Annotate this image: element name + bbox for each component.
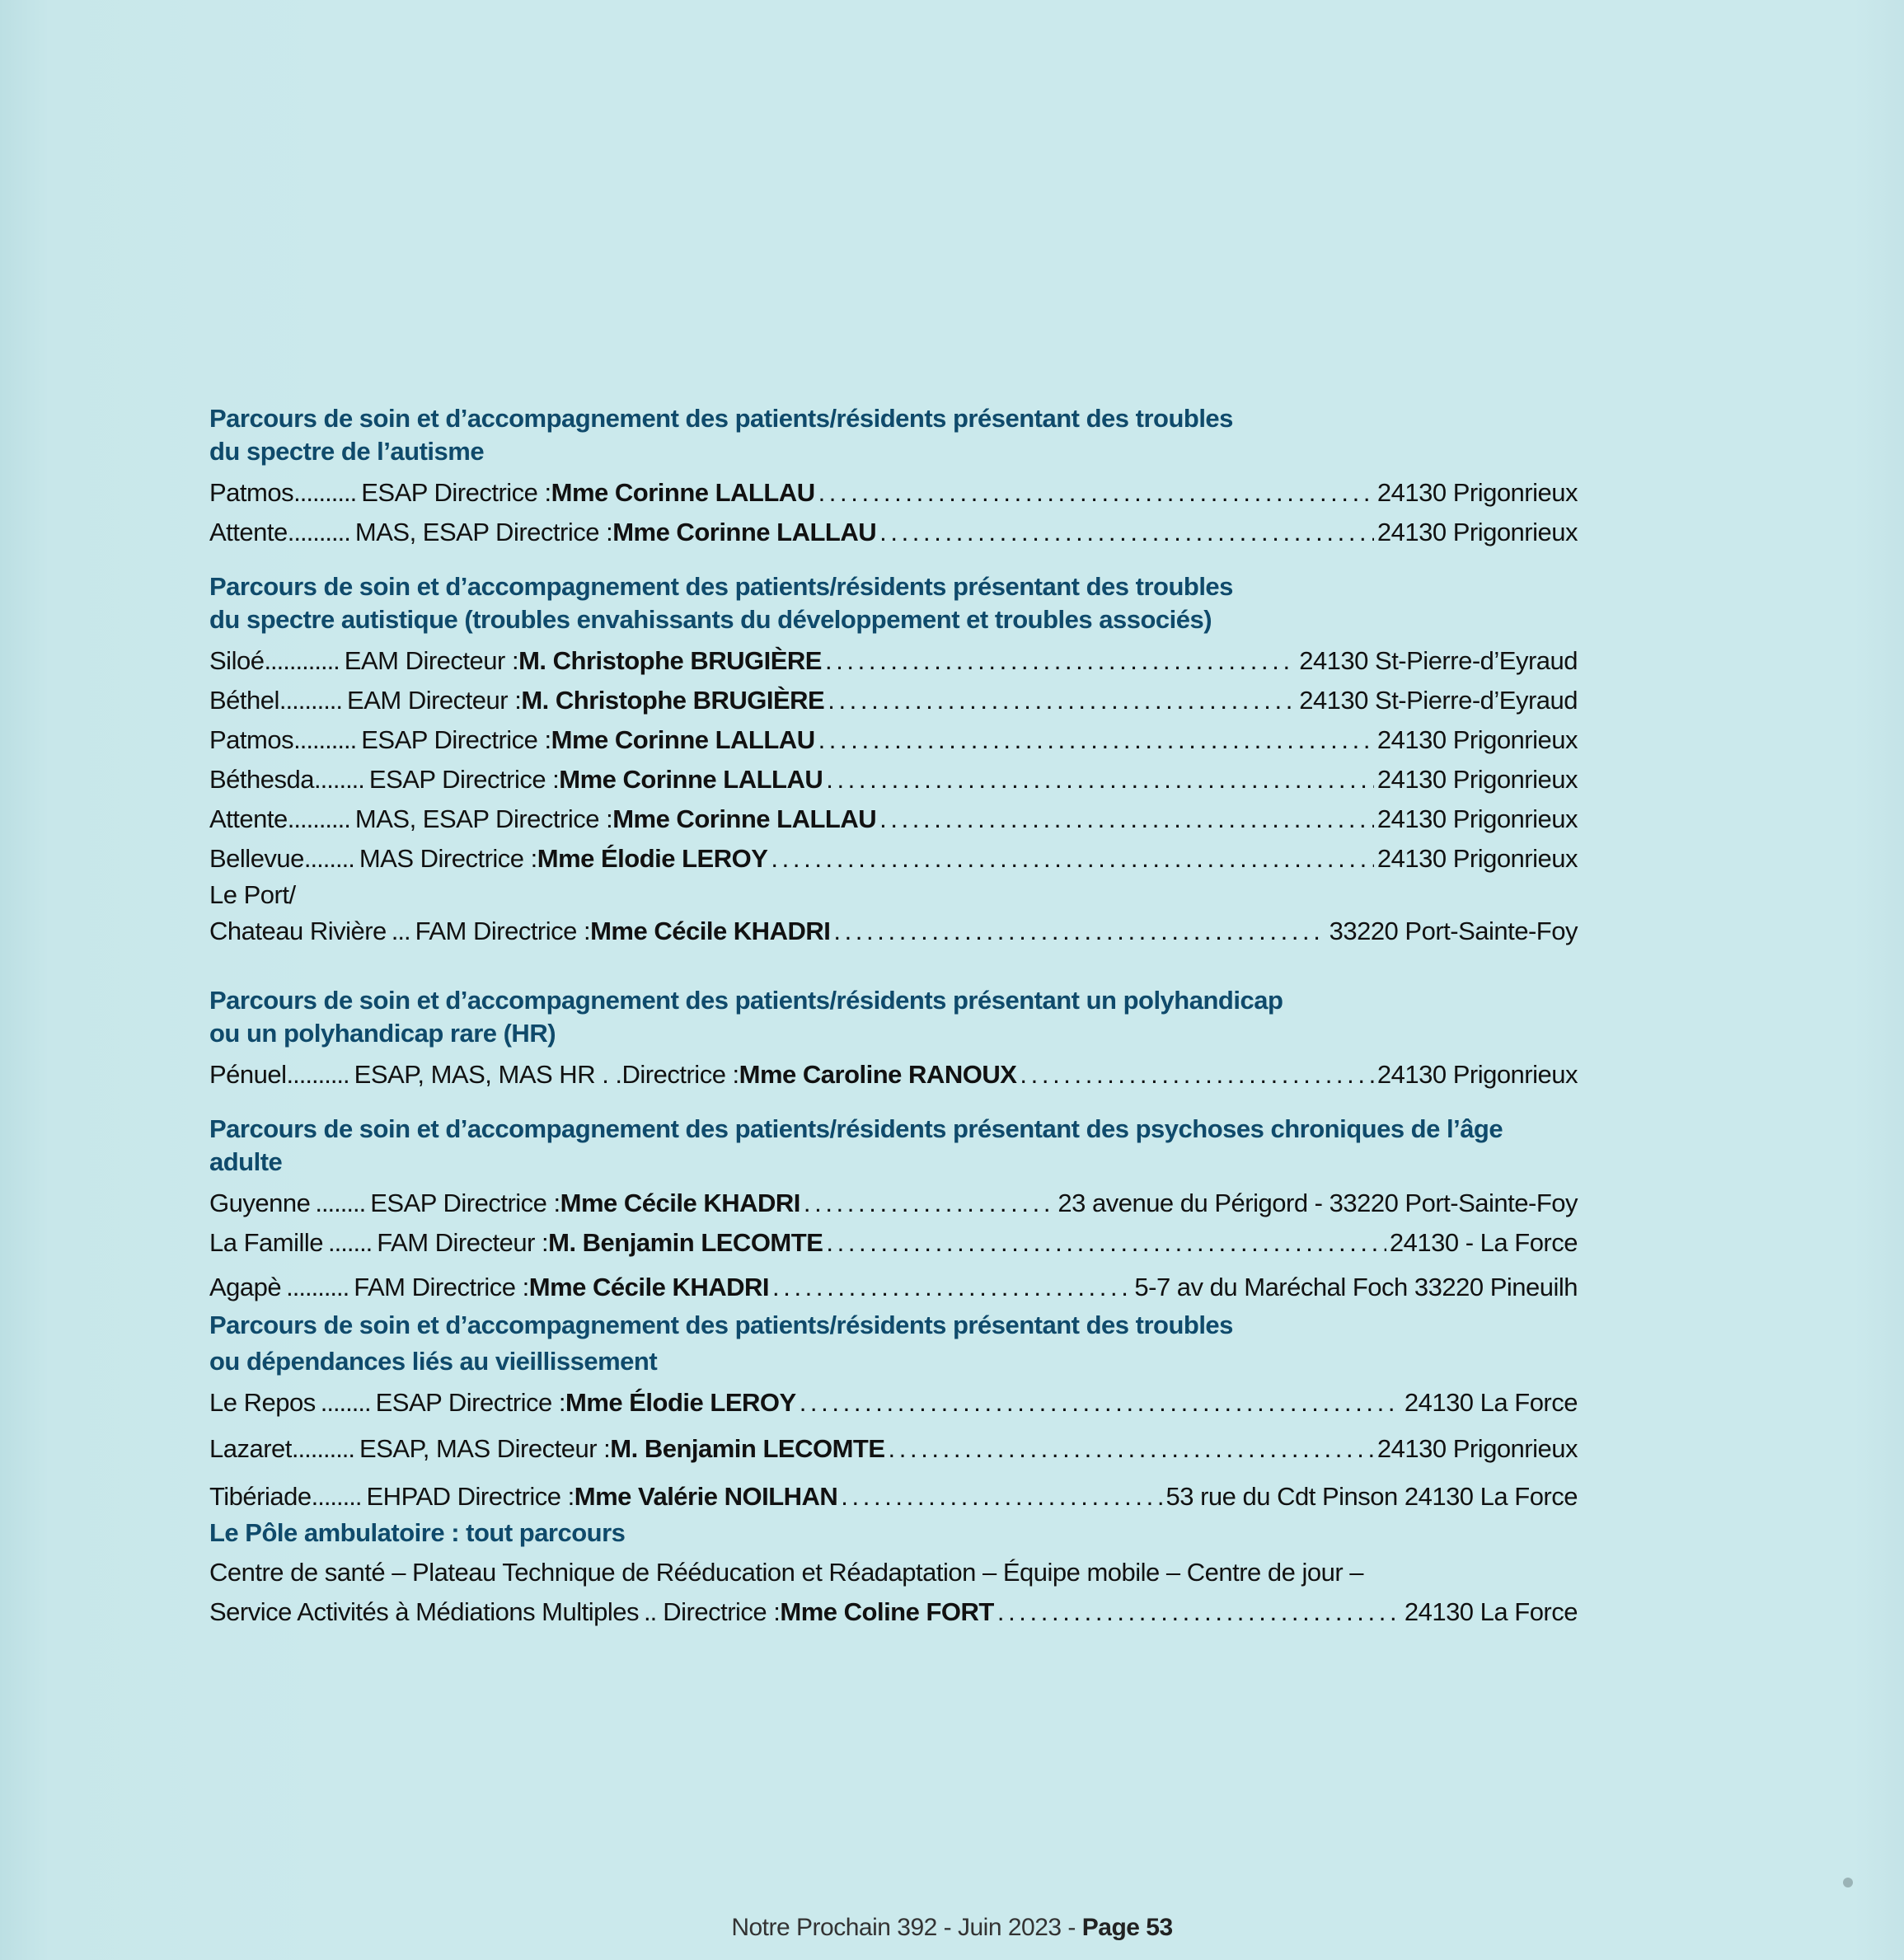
section-heading-line: Le Pôle ambulatoire : tout parcours xyxy=(209,1518,626,1547)
address: 23 avenue du Périgord - 33220 Port-Sainte-Foy xyxy=(1058,1189,1578,1217)
establishment-name: Béthel xyxy=(209,686,279,715)
directory-row xyxy=(209,1184,1578,1223)
dot-leader xyxy=(772,1268,1131,1307)
directory-row xyxy=(209,473,1578,513)
address: 24130 La Force xyxy=(1404,1388,1578,1417)
establishment-name: Patmos xyxy=(209,478,294,507)
establishment-type: EAM Directeur : xyxy=(347,686,522,715)
dot-leader: ........ xyxy=(315,1189,366,1217)
dot-leader xyxy=(826,1223,1386,1263)
director-name: Mme Cécile KHADRI xyxy=(560,1189,800,1217)
publication-info: Notre Prochain 392 - Juin 2023 - xyxy=(731,1914,1082,1941)
address: 24130 - La Force xyxy=(1389,1228,1578,1257)
page-footer xyxy=(0,1914,1904,1942)
address: 24130 Prigonrieux xyxy=(1376,844,1578,873)
page-number: Page 53 xyxy=(1081,1914,1173,1941)
establishment-type: ESAP Directrice : xyxy=(361,725,551,754)
dot-leader xyxy=(771,839,1373,879)
dot-leader xyxy=(879,799,1374,839)
establishment-type: Directrice : xyxy=(663,1597,781,1626)
dot-leader xyxy=(800,1383,1401,1423)
section-heading-line: Parcours de soin et d’accompagnement des patients/résidents présentant des troubles xyxy=(209,1311,1233,1339)
director-name: Mme Corinne LALLAU xyxy=(612,518,877,546)
section-autism xyxy=(209,402,1578,552)
directory-row xyxy=(209,839,1578,879)
dot-leader: ....... xyxy=(328,1228,373,1257)
directory-row xyxy=(209,760,1578,799)
section-polyhandicap xyxy=(209,984,1578,1095)
address: 5-7 av du Maréchal Foch 33220 Pineuilh xyxy=(1134,1273,1578,1301)
dot-leader xyxy=(889,1429,1374,1469)
establishment-name: Le Repos xyxy=(209,1388,316,1417)
dot-leader xyxy=(997,1592,1401,1632)
directory-row xyxy=(209,1223,1578,1263)
establishment-type: MAS, ESAP Directrice : xyxy=(354,804,613,833)
address: 24130 Prigonrieux xyxy=(1376,518,1578,546)
section-heading-line: du spectre autistique (troubles envahissants du développement et troubles associés) xyxy=(209,605,1212,634)
services-line: Centre de santé – Plateau Technique de Rééducation et Réadaptation – Équipe mobile – Centre de jour – xyxy=(209,1558,1364,1587)
section-heading-line: Parcours de soin et d’accompagnement des patients/résidents présentant un polyhandicap xyxy=(209,986,1283,1015)
director-name: Mme Élodie LEROY xyxy=(565,1388,796,1417)
dot-leader xyxy=(1020,1055,1373,1095)
address: 24130 La Force xyxy=(1404,1597,1578,1626)
directory-row xyxy=(209,1592,1578,1632)
section-ageing xyxy=(209,1307,1578,1517)
dot-leader: .......... xyxy=(293,725,357,754)
address: 24130 St-Pierre-d’Eyraud xyxy=(1299,686,1578,715)
dot-leader xyxy=(825,641,1296,681)
establishment-type: FAM Directrice : xyxy=(415,917,591,945)
dot-leader: .......... xyxy=(293,478,357,507)
dot-leader: ........ xyxy=(311,1482,362,1511)
directory-row xyxy=(209,1383,1578,1423)
establishment-name: Attente xyxy=(209,804,288,833)
dot-leader: .......... xyxy=(287,518,350,546)
establishment-name: La Famille xyxy=(209,1228,323,1257)
directory-content xyxy=(209,402,1578,1632)
establishment-type: ESAP Directrice : xyxy=(375,1388,566,1417)
directory-row xyxy=(209,720,1578,760)
director-name: M. Benjamin LECOMTE xyxy=(548,1228,823,1257)
establishment-type: ESAP Directrice : xyxy=(361,478,551,507)
establishment-type: MAS Directrice : xyxy=(359,844,537,873)
establishment-name: Béthesda xyxy=(209,765,314,794)
establishment-name: Siloé xyxy=(209,646,265,675)
director-name: Mme Cécile KHADRI xyxy=(528,1273,769,1301)
address: 24130 St-Pierre-d’Eyraud xyxy=(1299,646,1578,675)
address: 24130 Prigonrieux xyxy=(1376,725,1578,754)
establishment-type: FAM Directeur : xyxy=(377,1228,549,1257)
section-autistic-spectrum xyxy=(209,570,1578,951)
directory-row xyxy=(209,1268,1578,1307)
establishment-type: ESAP Directrice : xyxy=(368,765,560,794)
dot-leader: ........ xyxy=(314,765,364,794)
director-name: Mme Corinne LALLAU xyxy=(551,725,815,754)
establishment-type: EHPAD Directrice : xyxy=(366,1482,574,1511)
paper-mark xyxy=(1843,1878,1853,1887)
dot-leader: .. xyxy=(644,1597,657,1626)
dot-leader: ... xyxy=(391,917,410,945)
director-name: Mme Valérie NOILHAN xyxy=(574,1482,838,1511)
section-heading-line: ou un polyhandicap rare (HR) xyxy=(209,1019,556,1048)
directory-row xyxy=(209,1055,1578,1095)
dot-leader: ............ xyxy=(264,646,340,675)
address: 33220 Port-Sainte-Foy xyxy=(1329,917,1578,945)
establishment-name: Chateau Rivière xyxy=(209,917,387,945)
section-ambulatory xyxy=(209,1517,1578,1632)
section-psychoses xyxy=(209,1113,1578,1307)
establishment-name: Agapè xyxy=(209,1273,282,1301)
dot-leader: ........ xyxy=(303,844,354,873)
director-name: Mme Coline FORT xyxy=(780,1597,994,1626)
director-name: M. Benjamin LECOMTE xyxy=(610,1434,885,1463)
address: 24130 Prigonrieux xyxy=(1376,1060,1578,1089)
section-heading-line: ou dépendances liés au vieillissement xyxy=(209,1347,658,1376)
address: 24130 Prigonrieux xyxy=(1376,765,1578,794)
dot-leader xyxy=(818,473,1374,513)
establishment-type: ESAP, MAS, MAS HR . .Directrice : xyxy=(354,1060,739,1089)
dot-leader xyxy=(879,513,1374,552)
dot-leader: .......... xyxy=(279,686,343,715)
section-heading-line: Parcours de soin et d’accompagnement des patients/résidents présentant des troubles xyxy=(209,404,1233,433)
establishment-type: ESAP, MAS Directeur : xyxy=(359,1434,611,1463)
section-heading-line: Parcours de soin et d’accompagnement des patients/résidents présentant des psychoses chroniques de l’âge adulte xyxy=(209,1114,1503,1176)
establishment-name: Patmos xyxy=(209,725,294,754)
section-heading-line: du spectre de l’autisme xyxy=(209,437,485,466)
establishment-name: Lazaret xyxy=(209,1434,292,1463)
establishment-name: Bellevue xyxy=(209,844,304,873)
establishment-name-line: Le Port/ xyxy=(209,880,296,909)
establishment-type: ESAP Directrice : xyxy=(370,1189,560,1217)
dot-leader xyxy=(818,720,1374,760)
dot-leader: .......... xyxy=(286,1060,349,1089)
dot-leader: .......... xyxy=(286,1273,349,1301)
director-name: Mme Corinne LALLAU xyxy=(551,478,815,507)
directory-row xyxy=(209,912,1578,951)
address: 24130 Prigonrieux xyxy=(1376,1434,1578,1463)
dot-leader: ........ xyxy=(320,1388,371,1417)
directory-row xyxy=(209,681,1578,720)
establishment-type: MAS, ESAP Directrice : xyxy=(354,518,613,546)
dot-leader xyxy=(841,1477,1162,1517)
directory-row xyxy=(209,799,1578,839)
director-name: M. Christophe BRUGIÈRE xyxy=(518,646,822,675)
address: 53 rue du Cdt Pinson 24130 La Force xyxy=(1165,1482,1578,1511)
dot-leader xyxy=(833,912,1325,951)
dot-leader xyxy=(826,760,1374,799)
section-heading-line: Parcours de soin et d’accompagnement des patients/résidents présentant des troubles xyxy=(209,572,1233,601)
address: 24130 Prigonrieux xyxy=(1376,804,1578,833)
establishment-name: Service Activités à Médiations Multiples xyxy=(209,1597,640,1626)
directory-row xyxy=(209,1477,1578,1517)
dot-leader xyxy=(828,681,1296,720)
dot-leader xyxy=(804,1184,1055,1223)
establishment-name: Pénuel xyxy=(209,1060,287,1089)
establishment-name: Attente xyxy=(209,518,288,546)
director-name: Mme Corinne LALLAU xyxy=(612,804,877,833)
director-name: Mme Cécile KHADRI xyxy=(590,917,831,945)
director-name: Mme Élodie LEROY xyxy=(537,844,768,873)
directory-row xyxy=(209,1429,1578,1469)
address: 24130 Prigonrieux xyxy=(1376,478,1578,507)
directory-row xyxy=(209,513,1578,552)
director-name: M. Christophe BRUGIÈRE xyxy=(521,686,825,715)
director-name: Mme Caroline RANOUX xyxy=(739,1060,1017,1089)
establishment-name: Guyenne xyxy=(209,1189,311,1217)
establishment-type: FAM Directrice : xyxy=(354,1273,529,1301)
establishment-type: EAM Directeur : xyxy=(344,646,519,675)
dot-leader: .......... xyxy=(291,1434,355,1463)
dot-leader: .......... xyxy=(287,804,350,833)
establishment-name: Tibériade xyxy=(209,1482,312,1511)
director-name: Mme Corinne LALLAU xyxy=(559,765,823,794)
directory-row xyxy=(209,641,1578,681)
